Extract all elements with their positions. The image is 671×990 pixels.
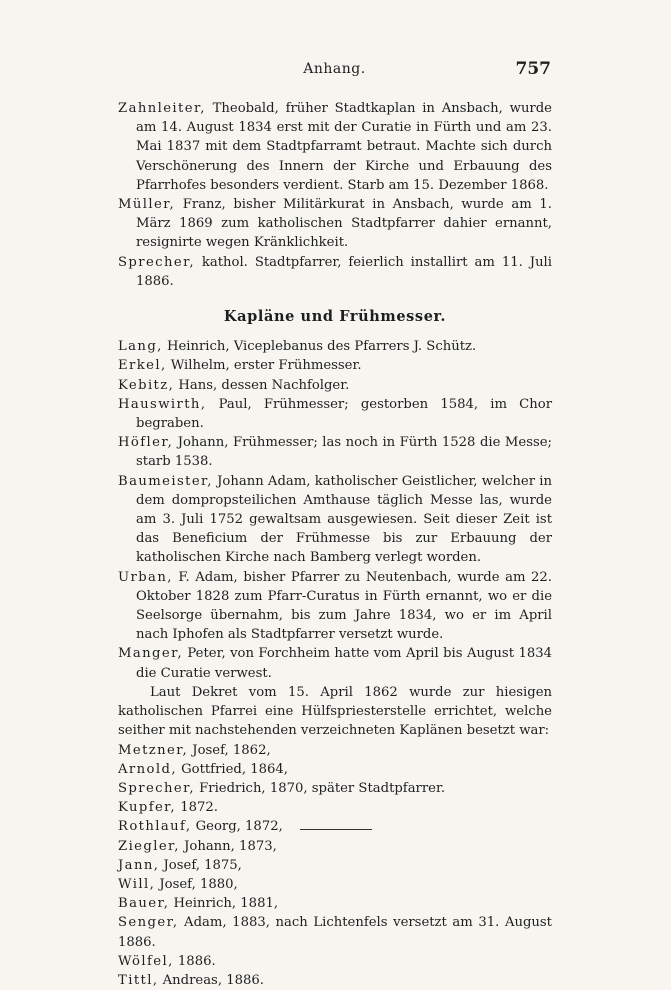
entry-text: kathol. Stadtpfarrer, feierlich installirt am 11. Juli 1886. [136,254,552,289]
chaplain-line [118,837,552,856]
entry-mueller [118,195,552,253]
entry-text: Josef, 1875, [159,857,242,873]
page-number: 757 [515,59,551,79]
entry-name: Manger, [118,646,183,662]
entry-text: Peter, von Forchheim hatte vom April bis August 1834 die Curatie verwest. [136,646,552,681]
entry-erkel [118,356,552,375]
entry-name: Metzner, [118,742,189,758]
chaplain-line [118,913,552,951]
chaplain-line [118,856,552,875]
entry-text: Gottfried, 1864, [176,761,288,777]
entry-name: Sprecher, [118,254,195,270]
entry-text: Friedrich, 1870, später Stadtpfarrer. [194,780,446,796]
entry-text: Heinrich, Viceplebanus des Pfarrers J. Schütz. [162,339,477,355]
entry-hoefler [118,433,552,471]
entry-name: Hauswirth, [118,396,207,412]
entry-text: Franz, bisher Militärkurat in Ansbach, wurde am 1. März 1869 zum katholischen Stadtpfarrer dahier ernannt, resignirte wegen Kränklichkeit. [136,197,552,251]
chaplain-line [118,817,552,836]
entry-name: Senger, [118,915,179,931]
section-heading: Kapläne und Frühmesser. [223,308,447,326]
entry-text: Johann, 1873, [179,838,277,854]
entry-name: Will, [118,876,156,892]
chaplain-line [118,971,552,990]
entry-text: Theobald, früher Stadtkaplan in Ansbach, wurde am 14. August 1834 erst mit der Curatie in Fürth und am 23. Mai 1837 mit dem Stadtpfarramt betraut. Machte sich durch Verschönerung des Innern der Kirche und Erbauung des Pfarrhofes besonders verdient. Starb am 15. Dezember 1868. [136,101,552,193]
entry-text: Georg, 1872, [191,819,283,835]
chaplain-line [118,875,552,894]
chaplain-line [118,894,552,913]
entry-name: Rothlauf, [118,819,192,835]
entry-text: Josef, 1862, [188,742,271,758]
entry-text: 1886. [173,953,216,969]
entry-text: Adam, 1883, nach Lichtenfels versetzt am 31. August 1886. [118,915,552,950]
entry-zahnleiter [118,99,552,195]
entry-text: Andreas, 1886. [158,972,264,988]
entry-name: Kupfer, [118,800,177,816]
entry-name: Sprecher, [118,780,195,796]
entry-name: Höfler, [118,435,174,451]
end-rule [300,829,372,830]
chaplain-line [118,779,552,798]
entry-text: Johann, Frühmesser; las noch in Fürth 1528 die Messe; starb 1538. [136,435,552,470]
entry-text: Hans, dessen Nachfolger. [174,377,350,393]
entry-name: Müller, [118,197,176,213]
entry-lang [118,337,552,356]
entry-kebitz [118,376,552,395]
entry-name: Lang, [118,339,163,355]
entry-text: 1872. [176,800,218,816]
page-header [118,61,551,85]
entry-name: Wölfel, [118,953,174,969]
entry-sprecher [118,253,552,291]
entry-name: Bauer, [118,896,170,912]
entry-name: Jann, [118,857,160,873]
entry-text: Paul, Frühmesser; gestorben 1584, im Chor begraben. [136,396,552,432]
entry-name: Zahnleiter, [118,101,206,116]
running-title: Anhang. [303,61,366,77]
entry-name: Urban, [118,569,173,585]
entry-name: Tittl, [118,972,159,988]
entry-name: Baumeister, [118,473,213,489]
entry-hauswirth [118,395,552,433]
entry-text: F. Adam, bisher Pfarrer zu Neutenbach, wurde am 22. Oktober 1828 zum Pfarr-Curatus in Fürth ernannt, wo er die Seelsorge übernahm, bis zum Jahre 1834, wo er im April nach Iphofen als Stadtpfarrer versetzt wurde. [136,569,552,643]
entry-text: Heinrich, 1881, [169,896,279,912]
entry-name: Kebitz, [118,377,175,393]
chaplain-line [118,741,552,760]
decree-paragraph: Laut Dekret vom 15. April 1862 wurde zur hiesigen katholischen Pfarrei eine Hülfspriesterstelle errichtet, welche seither mit nachstehenden verzeichneten Kaplänen besetzt war: [118,684,552,739]
entry-name: Ziegler, [118,838,180,854]
chaplain-line [118,952,552,971]
entry-urban [118,568,552,645]
entry-text: Johann Adam, katholischer Geistlicher, welcher in dem dompropsteilichen Amthause täglich Messe las, wurde am 3. Juli 1752 gewaltsam ausgewiesen. Seit dieser Zeit ist das Beneficium der Frühmesse bis zur Erbauung der katholischen Kirche nach Bamberg verlegt worden. [136,473,552,566]
entry-name: Erkel, [118,358,167,374]
page-body [118,99,552,990]
entry-text: Josef, 1880, [155,876,238,892]
chaplain-line [118,798,552,817]
entry-name: Arnold, [118,761,177,777]
entry-baumeister [118,472,552,568]
entry-manger [118,644,552,682]
chaplain-line [118,760,552,779]
entry-text: Wilhelm, erster Frühmesser. [166,358,362,374]
